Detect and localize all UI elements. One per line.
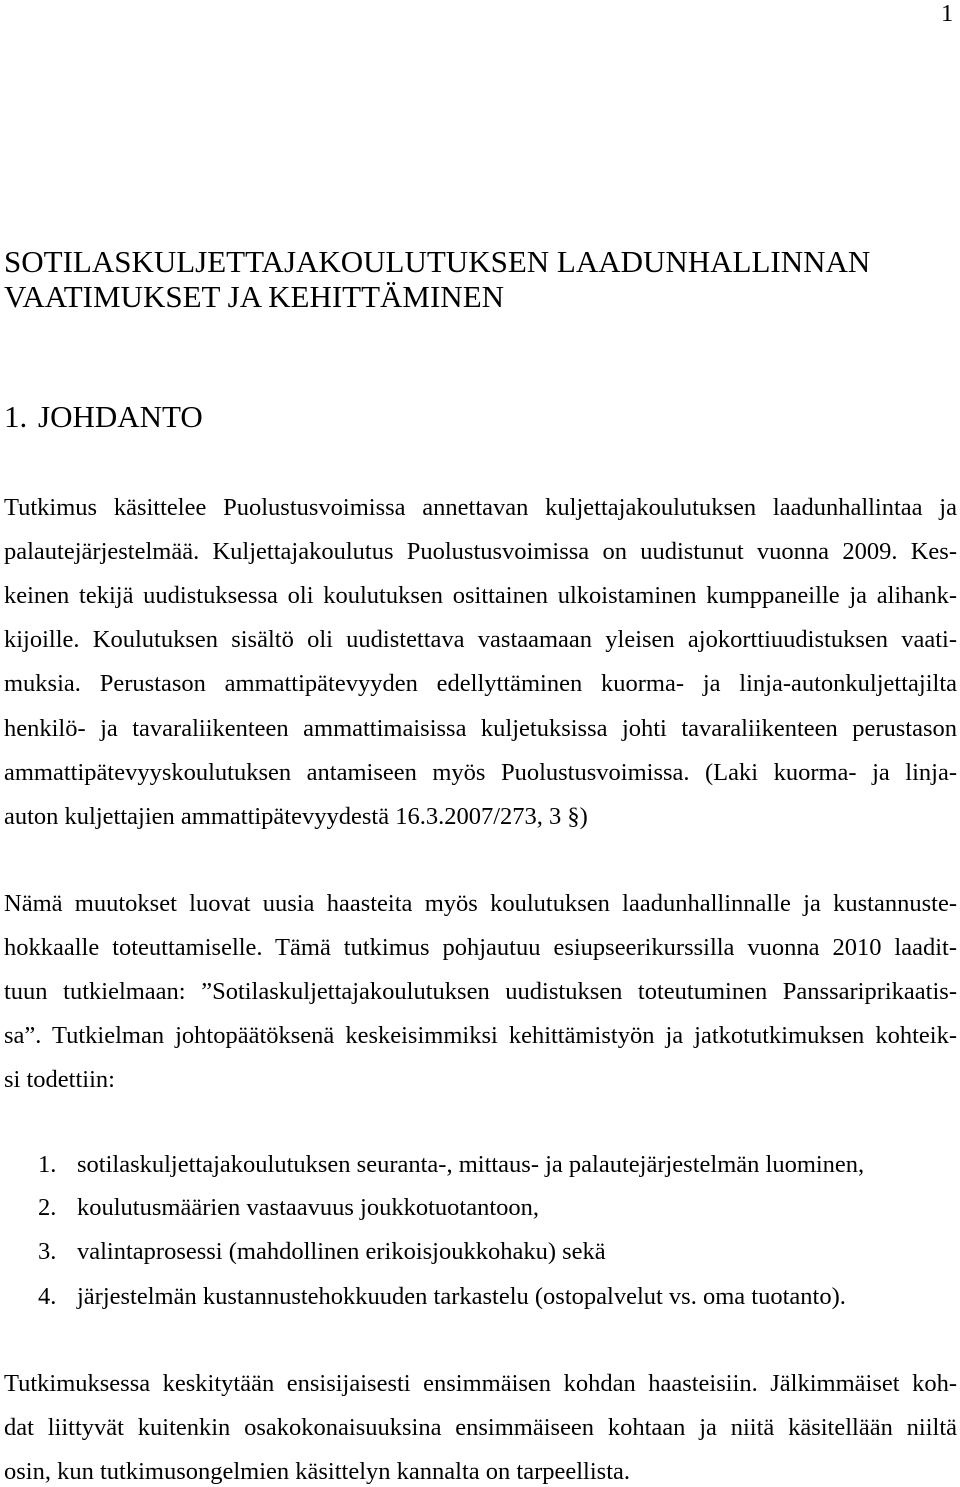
- list-item-text: järjestelmän kustannustehokkuuden tarkastelu (ostopalvelut vs. oma tuotanto).: [77, 1283, 846, 1310]
- list-item-number: 1.: [38, 1151, 57, 1178]
- paragraph-line: Tutkimus käsittelee Puolustusvoimissa annettavan kuljettajakoulutuksen laadunhallintaa ja: [4, 494, 957, 521]
- list-item-number: 3.: [38, 1238, 57, 1265]
- paragraph-line: sa”. Tutkielman johtopäätöksenä keskeisimmiksi kehittämistyön ja jatkotutkimuksen kohteik-: [4, 1022, 957, 1049]
- list-item-text: koulutusmäärien vastaavuus joukkotuotantoon,: [77, 1194, 540, 1221]
- section-heading-text: JOHDANTO: [38, 399, 203, 434]
- paragraph-line: palautejärjestelmää. Kuljettajakoulutus Puolustusvoimissa on uudistunut vuonna 2009. Kes-: [4, 538, 957, 565]
- paragraph-line: si todettiin:: [4, 1066, 115, 1093]
- paragraph-line: Tutkimuksessa keskitytään ensisijaisesti ensimmäisen kohdan haasteisiin. Jälkimmäiset koh-: [4, 1370, 957, 1397]
- paragraph-line: dat liittyvät kuitenkin osakokonaisuuksina ensimmäiseen kohtaan ja niitä käsitellään niiltä: [4, 1414, 957, 1441]
- paragraph-line: kijoille. Koulutuksen sisältö oli uudistettava vastaamaan yleisen ajokorttiuudistuksen vaati-: [4, 626, 957, 653]
- page-number: 1: [941, 0, 954, 27]
- document-title-line: VAATIMUKSET JA KEHITTÄMINEN: [4, 279, 505, 314]
- paragraph-line: muksia. Perustason ammattipätevyyden edellyttäminen kuorma- ja linja-autonkuljettajilta: [4, 670, 957, 697]
- paragraph-line: Nämä muutokset luovat uusia haasteita myös koulutuksen laadunhallinnalle ja kustannuste-: [4, 890, 957, 917]
- list-item-text: sotilaskuljettajakoulutuksen seuranta-, mittaus- ja palautejärjestelmän luominen,: [77, 1151, 865, 1178]
- paragraph-line: auton kuljettajien ammattipätevyydestä 16.3.2007/273, 3 §): [4, 803, 588, 830]
- paragraph-line: osin, kun tutkimusongelmien käsittelyn kannalta on tarpeellista.: [4, 1458, 630, 1485]
- paragraph-line: ammattipätevyyskoulutuksen antamiseen myös Puolustusvoimissa. (Laki kuorma- ja linja-: [4, 759, 957, 786]
- document-title-line: SOTILASKULJETTAJAKOULUTUKSEN LAADUNHALLINNAN: [4, 244, 871, 279]
- list-item-text: valintaprosessi (mahdollinen erikoisjoukkohaku) sekä: [77, 1238, 606, 1265]
- paragraph-line: henkilö- ja tavaraliikenteen ammattimaisissa kuljetuksissa johti tavaraliikenteen perustason: [4, 715, 957, 742]
- list-item-number: 4.: [38, 1283, 57, 1310]
- paragraph-line: tuun tutkielmaan: ”Sotilaskuljettajakoulutuksen uudistuksen toteutuminen Panssariprikaatis-: [4, 978, 957, 1005]
- paragraph-line: hokkaalle toteuttamiselle. Tämä tutkimus pohjautuu esiupseerikurssilla vuonna 2010 laadit-: [4, 934, 957, 961]
- section-number: 1.: [4, 399, 28, 434]
- list-item-number: 2.: [38, 1194, 57, 1221]
- paragraph-line: keinen tekijä uudistuksessa oli koulutuksen osittainen ulkoistaminen kumppaneille ja alihank-: [4, 582, 957, 609]
